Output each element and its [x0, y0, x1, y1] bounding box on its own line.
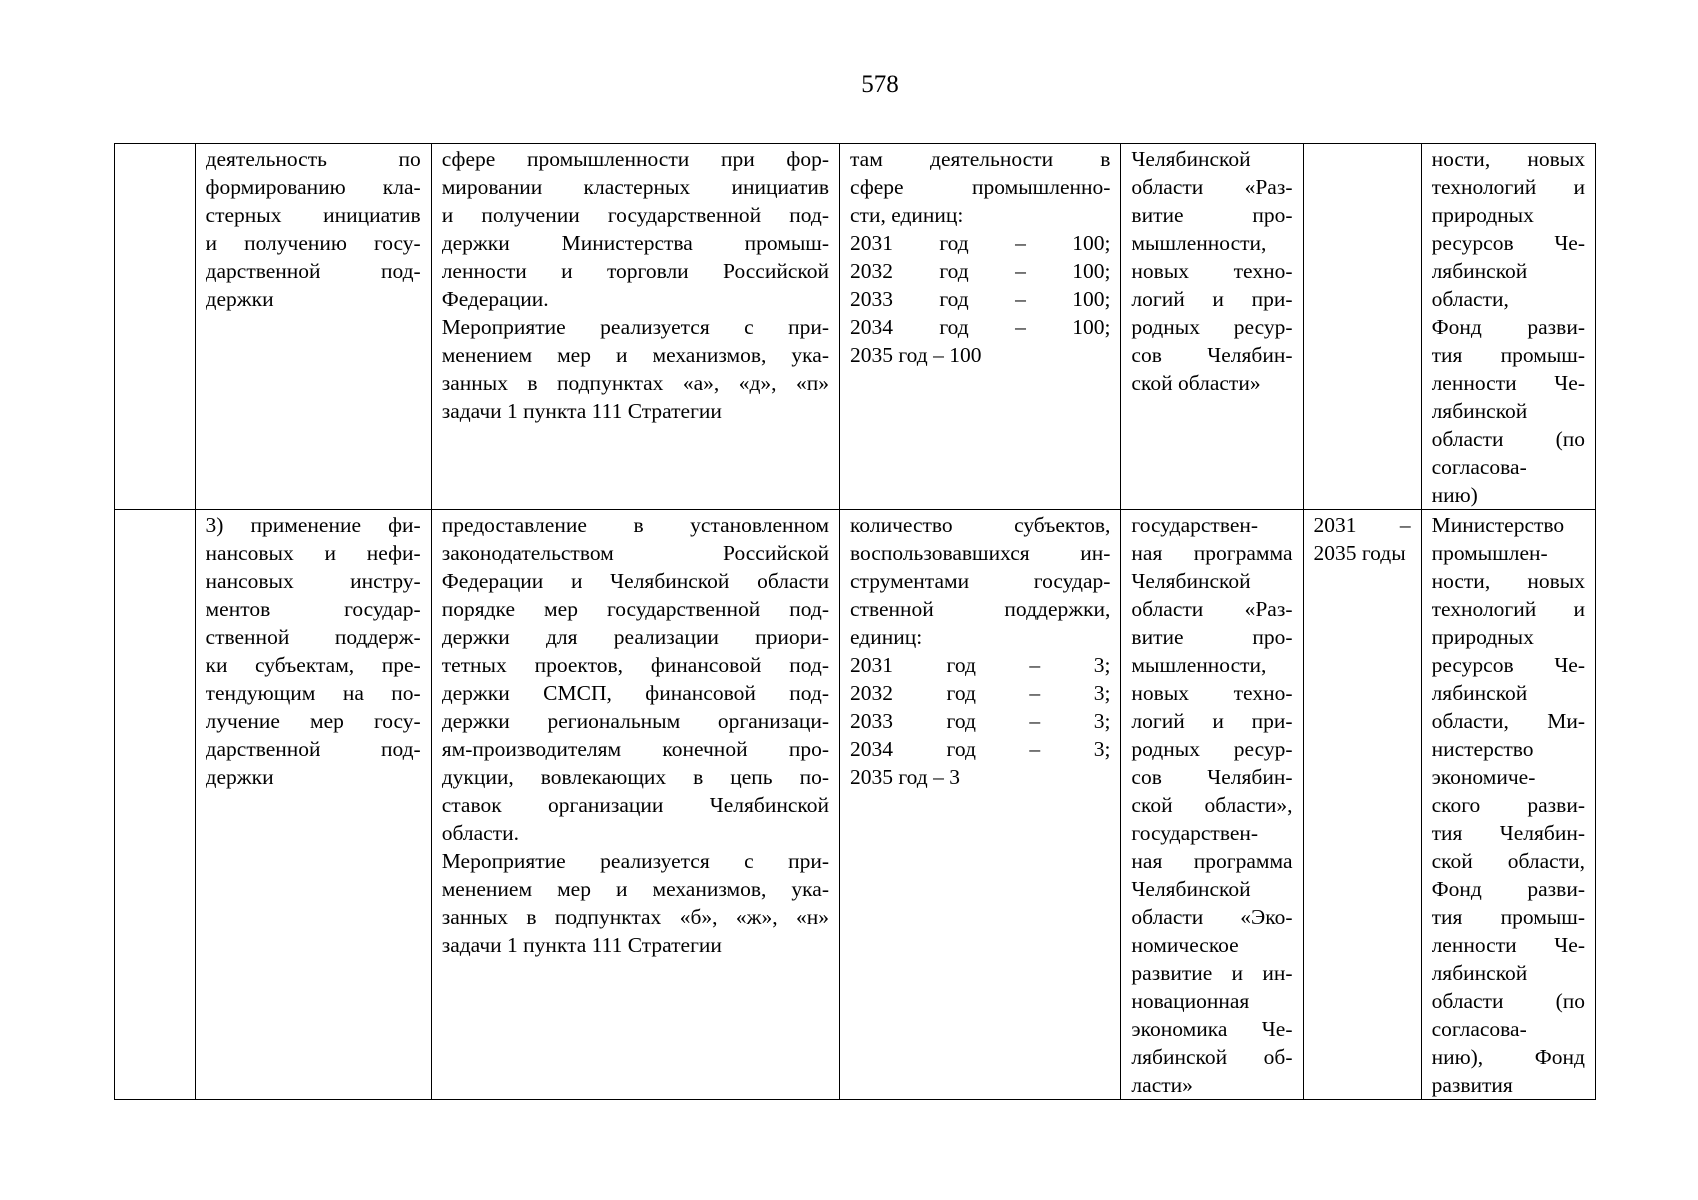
- program-cell: [1121, 510, 1303, 1100]
- program-line: новых техно-: [1131, 681, 1293, 705]
- responsible-line: природных: [1431, 625, 1534, 649]
- measure-line: держки региональным организаци-: [441, 709, 830, 733]
- program-cell: [1121, 144, 1303, 510]
- measure-line: мировании кластерных инициатив: [441, 175, 830, 199]
- task-line: дарственной под-: [205, 737, 421, 761]
- task-line: ментов государ-: [205, 597, 421, 621]
- responsible-line: нистерство: [1431, 737, 1534, 761]
- indicator-line: 2032 год – 100;: [850, 259, 1111, 283]
- responsible-cell: [1421, 144, 1595, 510]
- responsible-line: лябинской: [1431, 961, 1528, 985]
- measure-line: Мероприятие реализуется с при-: [441, 849, 830, 873]
- program-line: родных ресур-: [1131, 315, 1293, 339]
- indicator-line: 2035 год – 3: [850, 765, 960, 789]
- measure-line: дукции, вовлекающих в цепь по-: [441, 765, 830, 789]
- program-line: ная программа: [1131, 849, 1293, 873]
- measure-line: задачи 1 пункта 111 Стратегии: [441, 399, 722, 423]
- task-cell: [195, 510, 431, 1100]
- measures-table: [114, 143, 1596, 1100]
- responsible-line: ской области,: [1431, 849, 1585, 873]
- indicator-line: струментами государ-: [850, 569, 1111, 593]
- indicator-line: 2035 год – 100: [850, 343, 982, 367]
- responsible-line: области (по: [1431, 427, 1585, 451]
- program-line: мышленности,: [1131, 653, 1267, 677]
- program-line: логий и при-: [1131, 709, 1293, 733]
- measure-line: ям-производителям конечной про-: [441, 737, 830, 761]
- indicator-line: 2033 год – 3;: [850, 709, 1111, 733]
- program-line: сов Челябин-: [1131, 765, 1293, 789]
- program-line: мышленности,: [1131, 231, 1267, 255]
- program-line: ласти»: [1131, 1073, 1193, 1097]
- measure-line: задачи 1 пункта 111 Стратегии: [441, 933, 722, 957]
- indicator-line: единиц:: [850, 625, 923, 649]
- measure-line: и получении государственной под-: [441, 203, 830, 227]
- task-line: дарственной под-: [205, 259, 421, 283]
- responsible-line: Министерство: [1431, 513, 1565, 537]
- responsible-line: ресурсов Че-: [1431, 653, 1585, 677]
- program-line: ской области»,: [1131, 793, 1293, 817]
- task-line: лучение мер госу-: [205, 709, 421, 733]
- measure-line: предоставление в установленном: [441, 513, 830, 537]
- indicator-line: там деятельности в: [850, 147, 1111, 171]
- measure-line: Мероприятие реализуется с при-: [441, 315, 830, 339]
- task-line: держки: [205, 287, 274, 311]
- program-line: Челябинской: [1131, 877, 1251, 901]
- program-line: развитие и ин-: [1131, 961, 1293, 985]
- measure-cell: [431, 144, 839, 510]
- measure-line: тетных проектов, финансовой под-: [441, 653, 830, 677]
- measure-cell: [431, 510, 839, 1100]
- measure-line: держки СМСП, финансовой под-: [441, 681, 830, 705]
- responsible-line: области,: [1431, 287, 1509, 311]
- task-line: держки: [205, 765, 274, 789]
- responsible-line: тия Челябин-: [1431, 821, 1585, 845]
- measure-line: Федерации и Челябинской области: [441, 569, 830, 593]
- program-line: новационная: [1131, 989, 1250, 1013]
- program-line: Челябинской: [1131, 147, 1251, 171]
- responsible-line: ленности Че-: [1431, 371, 1585, 395]
- period-line: 2031 –: [1313, 513, 1411, 537]
- responsible-line: промышлен-: [1431, 541, 1548, 565]
- page-number: 578: [861, 71, 899, 98]
- responsible-cell: [1421, 510, 1595, 1100]
- task-line: формированию кла-: [205, 175, 421, 199]
- task-line: стерных инициатив: [205, 203, 421, 227]
- measure-line: занных в подпунктах «б», «ж», «н»: [441, 905, 830, 929]
- program-line: номическое: [1131, 933, 1239, 957]
- responsible-line: ресурсов Че-: [1431, 231, 1585, 255]
- indicator-line: количество субъектов,: [850, 513, 1111, 537]
- measure-line: ставок организации Челябинской: [441, 793, 830, 817]
- indicator-line: сфере промышленно-: [850, 175, 1111, 199]
- measure-line: сфере промышленности при фор-: [441, 147, 830, 171]
- period-cell: [1303, 144, 1421, 510]
- responsible-line: Фонд разви-: [1431, 315, 1585, 339]
- indicator-line: сти, единиц:: [850, 203, 964, 227]
- indicator-line: воспользовавшихся ин-: [850, 541, 1111, 565]
- task-line: и получению госу-: [205, 231, 421, 255]
- measure-line: менением мер и механизмов, ука-: [441, 877, 830, 901]
- program-line: витие про-: [1131, 625, 1293, 649]
- task-line: 3) применение фи-: [205, 513, 421, 537]
- measure-line: держки для реализации приори-: [441, 625, 830, 649]
- measure-line: держки Министерства промыш-: [441, 231, 830, 255]
- task-cell: [195, 144, 431, 510]
- responsible-line: нию): [1431, 483, 1478, 507]
- responsible-line: тия промыш-: [1431, 343, 1585, 367]
- program-line: новых техно-: [1131, 259, 1293, 283]
- program-line: Челябинской: [1131, 569, 1251, 593]
- program-line: ской области»: [1131, 371, 1261, 395]
- table-row: [115, 144, 1596, 510]
- indicator-line: 2031 год – 100;: [850, 231, 1111, 255]
- responsible-line: ленности Че-: [1431, 933, 1585, 957]
- task-line: деятельность по: [205, 147, 421, 171]
- responsible-line: лябинской: [1431, 259, 1528, 283]
- responsible-line: нию), Фонд: [1431, 1045, 1585, 1069]
- indicator-line: 2032 год – 3;: [850, 681, 1111, 705]
- row-number-cell: [115, 144, 196, 510]
- program-line: государствен-: [1131, 513, 1259, 537]
- measure-line: занных в подпунктах «а», «д», «п»: [441, 371, 830, 395]
- indicator-line: 2031 год – 3;: [850, 653, 1111, 677]
- responsible-line: природных: [1431, 203, 1534, 227]
- responsible-line: Фонд разви-: [1431, 877, 1585, 901]
- program-line: лябинской об-: [1131, 1045, 1293, 1069]
- table-row: [115, 510, 1596, 1100]
- task-line: ки субъектам, пре-: [205, 653, 421, 677]
- period-cell: [1303, 510, 1421, 1100]
- program-line: области «Раз-: [1131, 175, 1293, 199]
- indicator-line: 2034 год – 3;: [850, 737, 1111, 761]
- responsible-line: лябинской: [1431, 681, 1528, 705]
- measure-line: области.: [441, 821, 519, 845]
- program-line: витие про-: [1131, 203, 1293, 227]
- responsible-line: ского разви-: [1431, 793, 1585, 817]
- responsible-line: области (по: [1431, 989, 1585, 1013]
- period-line: 2035 годы: [1313, 541, 1406, 565]
- measure-line: законодательством Российской: [441, 541, 830, 565]
- indicator-line: 2033 год – 100;: [850, 287, 1111, 311]
- task-line: нансовых инстру-: [205, 569, 421, 593]
- responsible-line: согласова-: [1431, 455, 1527, 479]
- responsible-line: технологий и: [1431, 175, 1585, 199]
- indicator-line: ственной поддержки,: [850, 597, 1111, 621]
- responsible-line: лябинской: [1431, 399, 1528, 423]
- program-line: экономика Че-: [1131, 1017, 1293, 1041]
- responsible-line: тия промыш-: [1431, 905, 1585, 929]
- program-line: ная программа: [1131, 541, 1293, 565]
- responsible-line: ности, новых: [1431, 147, 1585, 171]
- responsible-line: согласова-: [1431, 1017, 1527, 1041]
- program-line: сов Челябин-: [1131, 343, 1293, 367]
- program-line: родных ресур-: [1131, 737, 1293, 761]
- program-line: логий и при-: [1131, 287, 1293, 311]
- responsible-line: экономиче-: [1431, 765, 1536, 789]
- program-line: области «Раз-: [1131, 597, 1293, 621]
- measure-line: менением мер и механизмов, ука-: [441, 343, 830, 367]
- responsible-line: развития: [1431, 1073, 1513, 1097]
- measure-line: ленности и торговли Российской: [441, 259, 830, 283]
- task-line: тендующим на по-: [205, 681, 421, 705]
- table-body: [115, 144, 1596, 1100]
- program-line: области «Эко-: [1131, 905, 1293, 929]
- measure-line: Федерации.: [441, 287, 549, 311]
- indicator-line: 2034 год – 100;: [850, 315, 1111, 339]
- indicator-cell: [840, 144, 1121, 510]
- responsible-line: технологий и: [1431, 597, 1585, 621]
- task-line: нансовых и нефи-: [205, 541, 421, 565]
- responsible-line: области, Ми-: [1431, 709, 1585, 733]
- task-line: ственной поддерж-: [205, 625, 421, 649]
- measure-line: порядке мер государственной под-: [441, 597, 830, 621]
- indicator-cell: [840, 510, 1121, 1100]
- row-number-cell: [115, 510, 196, 1100]
- program-line: государствен-: [1131, 821, 1259, 845]
- responsible-line: ности, новых: [1431, 569, 1585, 593]
